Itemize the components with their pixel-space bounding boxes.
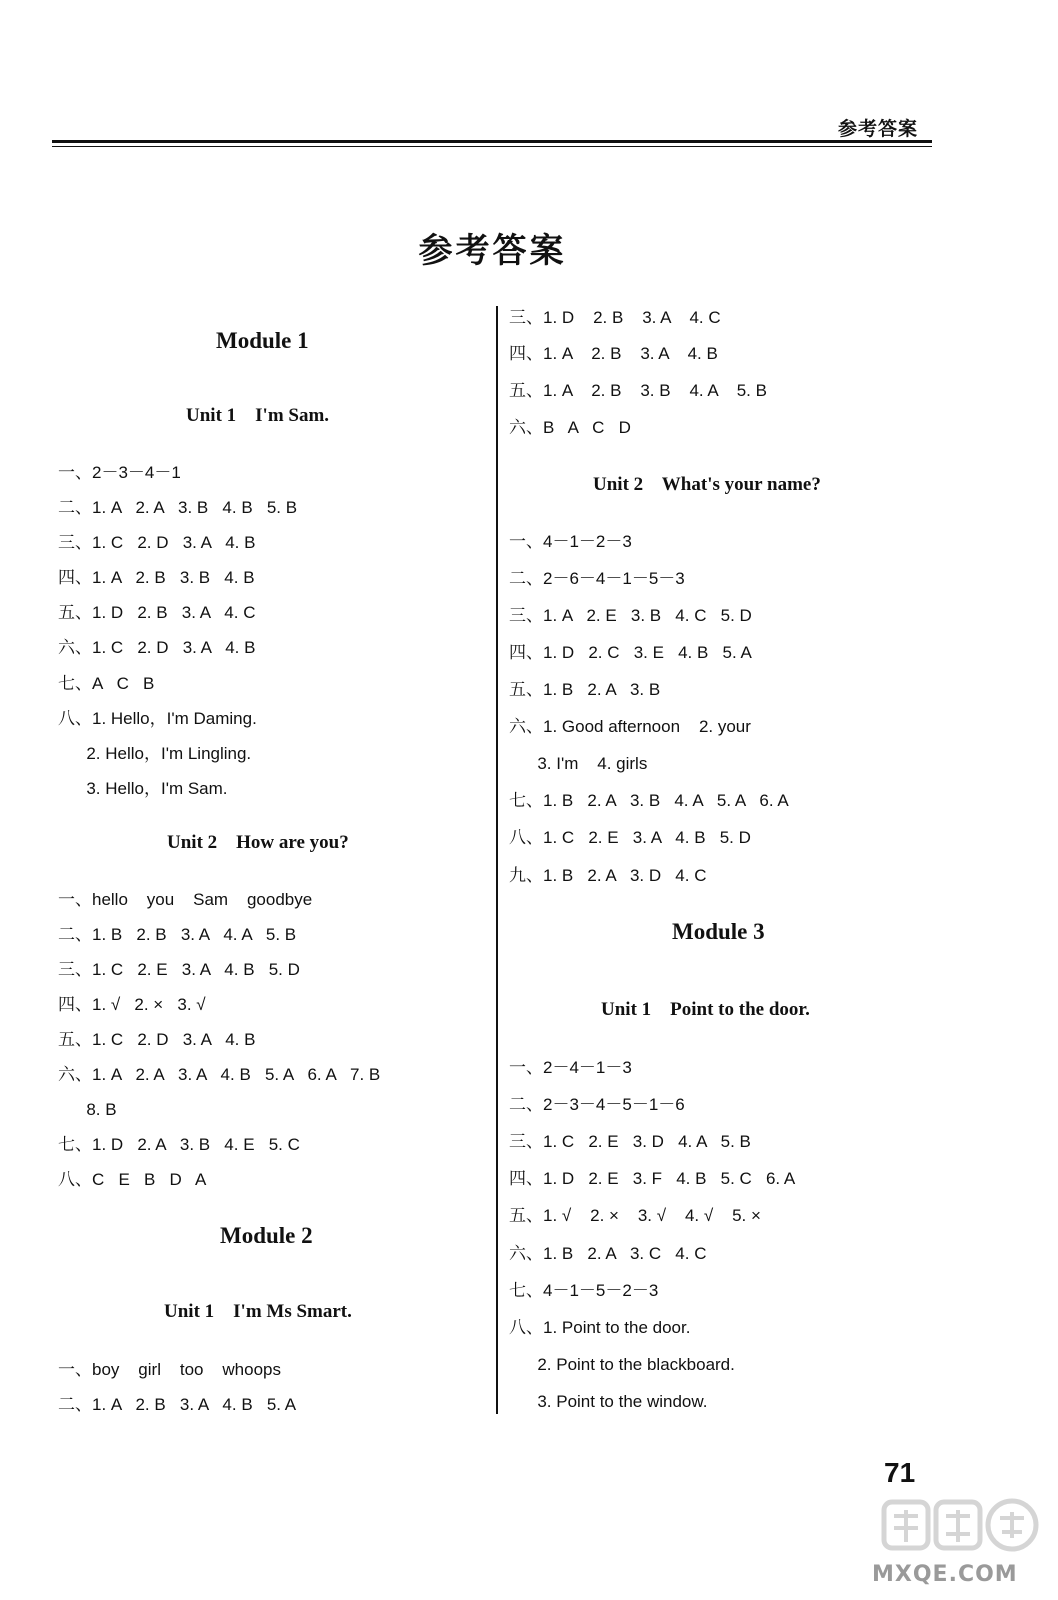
watermark-text: MXQE.COM	[872, 1562, 1018, 1587]
answer-line: 一、2－4－1－3	[509, 1058, 632, 1077]
answer-line: 三、1. D 2. B 3. A 4. C	[509, 308, 721, 327]
m1-unit2-heading: Unit 2 How are you?	[167, 832, 349, 853]
answer-line: 七、A C B	[58, 674, 155, 693]
answer-line: 2. Hello，I'm Lingling.	[58, 744, 252, 763]
column-divider	[496, 306, 498, 1414]
header-rule-thick	[52, 140, 932, 143]
answer-line: 三、1. A 2. E 3. B 4. C 5. D	[509, 606, 752, 625]
answer-line: 七、4－1－5－2－3	[509, 1281, 659, 1300]
answer-line: 九、1. B 2. A 3. D 4. C	[509, 866, 707, 885]
answer-line: 八、1. Point to the door.	[509, 1318, 691, 1337]
answer-line: 三、1. C 2. E 3. A 4. B 5. D	[58, 960, 300, 979]
answer-line: 四、1. √ 2. × 3. √	[58, 995, 206, 1014]
module-3-heading: Module 3	[672, 919, 765, 944]
m2-unit2-heading: Unit 2 What's your name?	[593, 474, 821, 495]
page-title: 参考答案	[418, 231, 567, 271]
answer-line: 四、1. D 2. E 3. F 4. B 5. C 6. A	[509, 1169, 796, 1188]
answer-line: 三、1. C 2. E 3. D 4. A 5. B	[509, 1132, 751, 1151]
answer-line: 八、1. Hello，I'm Daming.	[58, 709, 257, 728]
answer-line: 二、1. A 2. B 3. A 4. B 5. A	[58, 1395, 297, 1414]
answer-line: 2. Point to the blackboard.	[509, 1355, 735, 1374]
answer-line: 七、1. B 2. A 3. B 4. A 5. A 6. A	[509, 791, 789, 810]
answer-line: 六、B A C D	[509, 418, 631, 437]
answer-line: 二、2－6－4－1－5－3	[509, 569, 685, 588]
answer-line: 六、1. A 2. A 3. A 4. B 5. A 6. A 7. B	[58, 1065, 381, 1084]
answer-line: 3. Hello，I'm Sam.	[58, 779, 228, 798]
answer-line: 六、1. B 2. A 3. C 4. C	[509, 1244, 707, 1263]
answer-line: 8. B	[58, 1100, 117, 1119]
m1-unit1-heading: Unit 1 I'm Sam.	[186, 405, 330, 426]
answer-line: 四、1. D 2. C 3. E 4. B 5. A	[509, 643, 752, 662]
answer-line: 六、1. Good afternoon 2. your	[509, 717, 751, 736]
answer-line: 四、1. A 2. B 3. A 4. B	[509, 344, 718, 363]
answer-line: 五、1. B 2. A 3. B	[509, 680, 661, 699]
answer-line: 八、1. C 2. E 3. A 4. B 5. D	[509, 828, 751, 847]
answer-line: 3. I'm 4. girls	[509, 754, 648, 773]
answer-line: 八、C E B D A	[58, 1170, 207, 1189]
answer-line: 五、1. C 2. D 3. A 4. B	[58, 1030, 256, 1049]
running-header: 参考答案	[838, 118, 919, 140]
m3-unit1-heading: Unit 1 Point to the door.	[601, 999, 810, 1020]
page-number: 71	[884, 1457, 916, 1488]
m2-unit1-heading: Unit 1 I'm Ms Smart.	[164, 1301, 352, 1322]
answer-line: 七、1. D 2. A 3. B 4. E 5. C	[58, 1135, 300, 1154]
answer-line: 四、1. A 2. B 3. B 4. B	[58, 568, 255, 587]
answer-line: 五、1. A 2. B 3. B 4. A 5. B	[509, 381, 767, 400]
answer-line: 一、2－3－4－1	[58, 463, 181, 482]
answer-line: 二、2－3－4－5－1－6	[509, 1095, 685, 1114]
answer-line: 五、1. D 2. B 3. A 4. C	[58, 603, 256, 622]
answer-line: 六、1. C 2. D 3. A 4. B	[58, 638, 256, 657]
header-rule-thin	[52, 146, 932, 147]
watermark-logo-icon	[880, 1492, 1040, 1562]
answer-line: 一、boy girl too whoops	[58, 1360, 281, 1379]
answer-line: 三、1. C 2. D 3. A 4. B	[58, 533, 256, 552]
module-2-heading: Module 2	[220, 1223, 313, 1248]
answer-line: 一、hello you Sam goodbye	[58, 890, 313, 909]
answer-line: 五、1. √ 2. × 3. √ 4. √ 5. ×	[509, 1206, 761, 1225]
answer-line: 3. Point to the window.	[509, 1392, 708, 1411]
module-1-heading: Module 1	[216, 328, 309, 353]
answer-line: 一、4－1－2－3	[509, 532, 632, 551]
answer-line: 二、1. B 2. B 3. A 4. A 5. B	[58, 925, 297, 944]
answer-line: 二、1. A 2. A 3. B 4. B 5. B	[58, 498, 298, 517]
